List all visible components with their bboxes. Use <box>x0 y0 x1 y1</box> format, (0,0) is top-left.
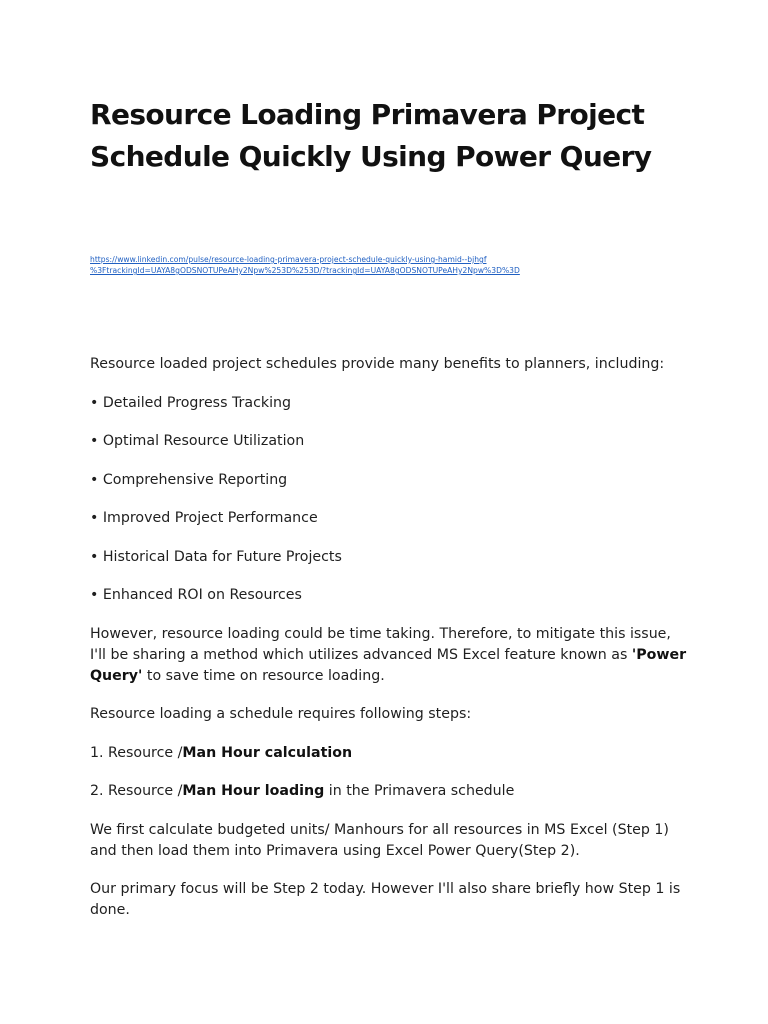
step-2 <box>90 781 690 802</box>
method-text-before: However, resource loading could be time taking. Therefore, to mitigate this issue, I'll be sharing a method which utilizes advanced MS Excel feature known as <box>90 625 671 663</box>
step-1-prefix: 1. Resource / <box>90 744 183 761</box>
steps-intro: Resource loading a schedule requires following steps: <box>90 706 472 722</box>
step-1 <box>90 743 690 764</box>
benefit-item: • Optimal Resource Utilization <box>90 433 305 449</box>
benefit-item: • Detailed Progress Tracking <box>90 394 292 411</box>
power-query-emphasis: 'Power Query' <box>90 646 687 684</box>
benefit-item: • Comprehensive Reporting <box>90 471 288 488</box>
focus-paragraph: Our primary focus will be Step 2 today. However I'll also share briefly how Step 1 is done. <box>90 881 681 918</box>
title-line-2: Schedule Quickly Using Power Query <box>90 140 652 173</box>
source-link[interactable] <box>90 254 650 276</box>
document-title <box>90 94 690 178</box>
benefit-item: • Improved Project Performance <box>90 510 318 526</box>
title-line-1: Resource Loading Primavera Project <box>90 98 645 131</box>
benefit-item: • Enhanced ROI on Resources <box>90 587 302 603</box>
benefit-item: • Historical Data for Future Projects <box>90 548 342 565</box>
step-2-prefix: 2. Resource / <box>90 783 183 799</box>
step-2-emphasis: Man Hour loading <box>182 783 325 799</box>
source-link-line-1: https://www.linkedin.com/pulse/resource-loading-primavera-project-schedule-quickly-using-hamid--bjhgf <box>90 255 487 264</box>
method-text-after: to save time on resource loading. <box>142 667 385 684</box>
step-1-emphasis: Man Hour calculation <box>182 744 353 761</box>
source-link-line-2: %3FtrackingId=UAYA8gODSNOTUPeAHy2Npw%253D%253D/?trackingId=UAYA8gODSNOTUPeAHy2Npw%3D%3D <box>90 266 520 275</box>
method-paragraph <box>90 624 690 687</box>
process-paragraph: We first calculate budgeted units/ Manhours for all resources in MS Excel (Step 1) and then load them into Primavera using Excel Power Query(Step 2). <box>90 821 669 859</box>
article-body <box>90 354 690 939</box>
step-2-suffix: in the Primavera schedule <box>324 783 515 799</box>
intro-paragraph: Resource loaded project schedules provide many benefits to planners, including: <box>90 356 665 372</box>
